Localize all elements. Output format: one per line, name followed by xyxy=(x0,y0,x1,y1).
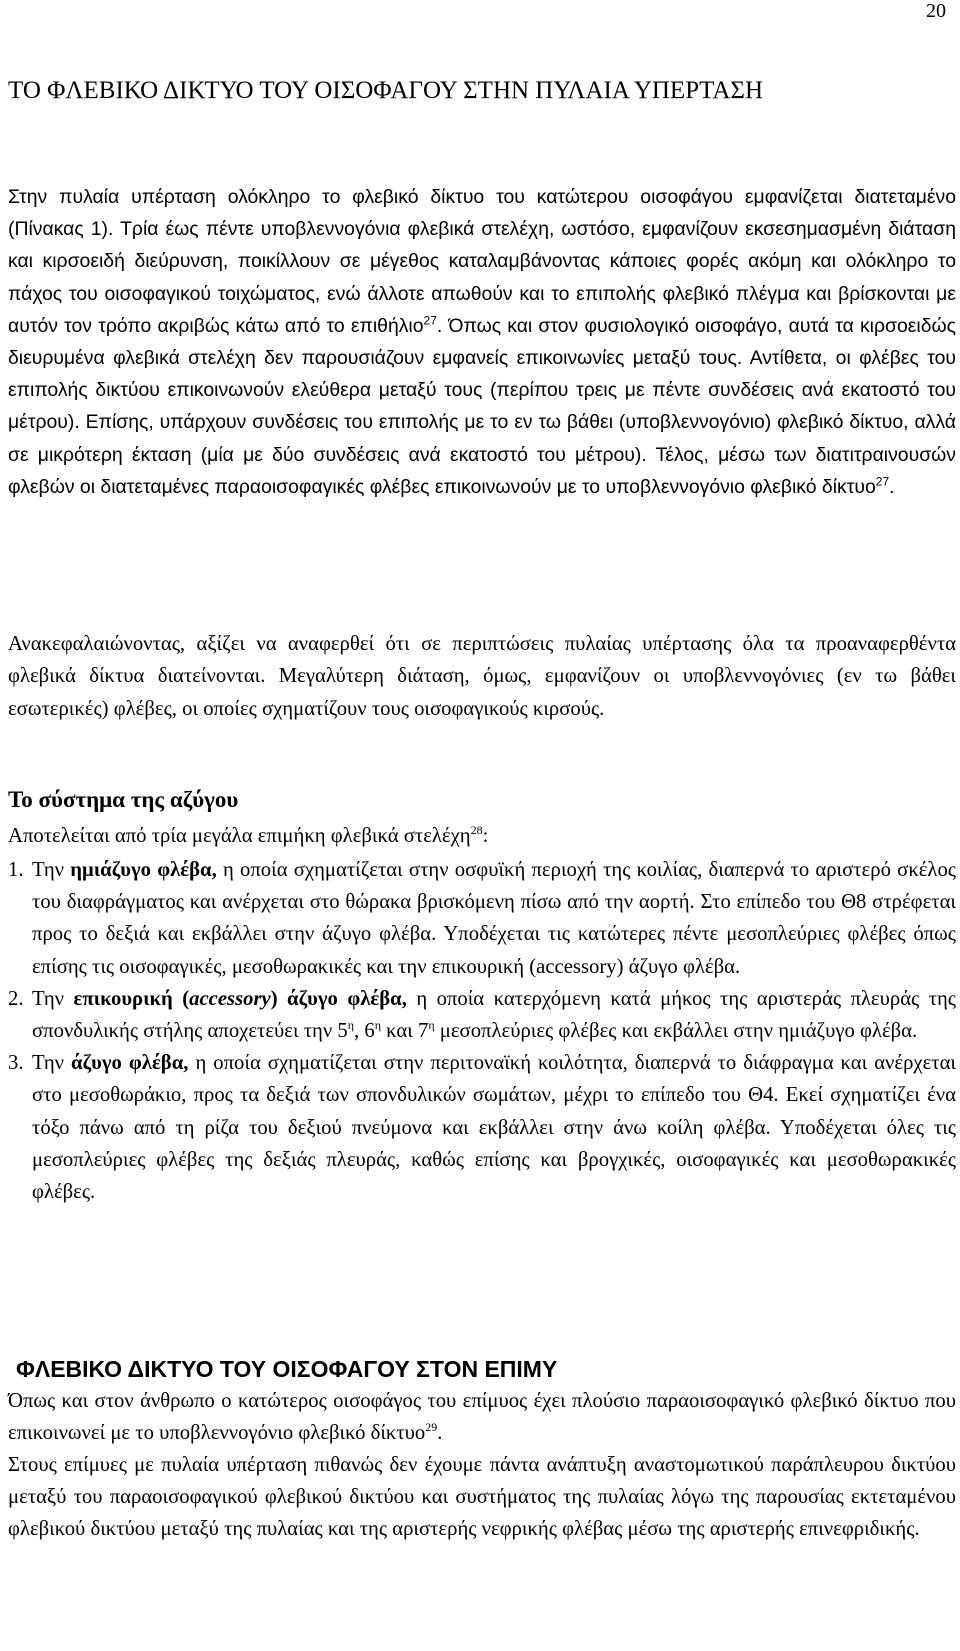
text-segment: η οποία σχηματίζεται στην οσφυϊκή περιοχή της κοιλίας, διαπερνά το αριστερό σκέλος του διαφράγματος και ανέρχεται στο θώρακα βρισκόμενη πίσω από την αορτή. Στο επίπεδο του Θ8 στρέφεται προς το δεξιά και εκβάλλει στην άζυγο φλέβα. Υποδέχεται τις κατώτερες πέντε μεσοπλεύριες φλέβες όπως επίσης τις οισοφαγικές, μεσοθωρακικές και την επικουρική (accessory) άζυγο φλέβα. xyxy=(32,859,956,978)
heading-azygos-system: Το σύστημα της αζύγου xyxy=(8,787,239,812)
text-segment: η οποία σχηματίζεται στην περιτοναϊκή κοιλότητα, διαπερνά το διάφραγμα και ανέρχεται στο μεσοθωράκιο, προς τα δεξιά των σπονδυλικών σωμάτων, μέχρι το επίπεδο του Θ4. Εκεί σχηματίζει ένα τόξο πάνω από τη ρίζα του δεξιού πνεύμονα και εκβάλλει στην άνω κοίλη φλέβα. Υποδέχεται όλες τις μεσοπλεύριες φλέβες της δεξιάς πλευράς, καθώς επίσης και βρογχικές, οισοφαγικές και μεσοθωρακικές φλέβες. xyxy=(32,1052,956,1204)
text-segment: . Όπως και στον φυσιολογικό οισοφάγο, αυτά τα κιρσοειδώς διευρυμένα φλεβικά στελέχη δεν παρουσιάζουν εμφανείς επικοινωνίες μεταξύ τους. Αντίθετα, οι φλέβες του επιπολής δικτύου επικοινωνούν ελεύθερα μεταξύ τους (περίπου τρεις με πέντε συνδέσεις ανά εκατοστό του μέτρου). Επίσης, υπάρχουν συνδέσεις του επιπολής με το εν τω βάθει (υποβλεννογόνιο) φλεβικό δίκτυο, αλλά σε μικρότερη έκταση (μία με δύο συνδέσεις ανά εκατοστό του μέτρου). Τέλος, μέσω των διατιτραινουσών φλεβών οι διατεταμένες παραοισοφαγικές φλέβες επικοινωνούν με το υποβλεννογόνιο φλεβικό δίκτυο xyxy=(8,314,957,498)
list-item xyxy=(8,983,956,1047)
azygos-intro xyxy=(8,821,956,851)
section-title-portal-hypertension: ΤΟ ΦΛΕΒΙΚΟ ΔΙΚΤΥΟ ΤΟΥ ΟΙΣΟΦΑΓΟΥ ΣΤΗΝ ΠΥΛΑΙΑ ΥΠΕΡΤΑΣΗ xyxy=(8,77,764,104)
text-segment: Την xyxy=(32,987,74,1010)
text-segment: μεσοπλεύριες φλέβες και εκβάλλει στην ημιάζυγο φλέβα. xyxy=(434,1020,918,1043)
paragraph-rat xyxy=(8,1385,956,1545)
paragraph-text: Ανακεφαλαιώνοντας, αξίζει να αναφερθεί ότι σε περιπτώσεις πυλαίας υπέρτασης όλα τα προαναφερθέντα φλεβικά δίκτυα διατείνονται. Μεγαλύτερη διάταση, όμως, εμφανίζουν οι υποβλεννογόνιες (εν τω βάθει εσωτερικές) φλέβες, οι οποίες σχηματίζουν τους οισοφαγικούς κιρσούς. xyxy=(8,633,956,720)
ordinal-superscript: η xyxy=(347,1018,354,1033)
text-segment: Στην πυλαία υπέρταση ολόκληρο το φλεβικό δίκτυο του κατώτερου οισοφάγου εμφανίζεται διατεταμένο (Πίνακας 1). Τρία έως πέντε υποβλεννογόνια φλεβικά στελέχη, ωστόσο, εμφανίζουν εκσεσημασμένη διάταση και κιρσοειδή διεύρυνση, ποικίλλουν σε μέγεθος καταλαμβάνοντας κάποιες φορές ακόμη και ολόκληρο το πάχος του οισοφαγικού τοιχώματος, ενώ άλλοτε απωθούν και το επιπολής φλεβικό πλέγμα και βρίσκονται με αυτόν τον τρόπο ακριβώς κάτω από το επιθήλιο xyxy=(8,186,956,337)
text-segment: Όπως και στον άνθρωπο ο κατώτερος οισοφάγος του επίμυος έχει πλούσιο παραοισοφαγικό φλεβικό δίκτυο που επικοινωνεί με το υποβλεννογόνιο φλεβικό δίκτυο xyxy=(8,1390,956,1444)
azygos-list xyxy=(8,854,956,1208)
paragraph-text xyxy=(8,181,956,503)
paragraph-text xyxy=(8,1385,956,1449)
list-number: 2. xyxy=(8,987,24,1010)
bold-term: ) άζυγο φλέβα, xyxy=(270,987,407,1010)
bold-term: επικουρική ( xyxy=(73,987,190,1010)
text-segment: Την xyxy=(32,1052,72,1075)
reference-superscript: 29 xyxy=(425,1420,438,1435)
list-item xyxy=(8,1047,956,1208)
reference-superscript: 28 xyxy=(470,823,483,838)
text-segment: : xyxy=(482,825,489,847)
list-number: 3. xyxy=(8,1052,24,1075)
text-segment: . xyxy=(437,1422,443,1444)
ordinal-superscript: η xyxy=(428,1018,435,1033)
page-number: 20 xyxy=(926,0,946,22)
reference-superscript: 27 xyxy=(875,474,890,489)
paragraph-summary xyxy=(8,628,956,725)
section-title-rat: ΦΛΕΒΙΚΟ ΔΙΚΤΥΟ ΤΟΥ ΟΙΣΟΦΑΓΟΥ ΣΤΟΝ ΕΠΙΜΥ xyxy=(16,1356,558,1382)
paragraph-portal-hypertension xyxy=(8,181,956,503)
bold-italic-term: accessory xyxy=(189,987,271,1010)
text-segment: , 6 xyxy=(354,1020,375,1043)
bold-term: άζυγο φλέβα, xyxy=(71,1052,189,1075)
bold-term: ημιάζυγο φλέβα, xyxy=(70,859,217,881)
text-segment: Την xyxy=(32,859,71,881)
text-segment: Αποτελείται από τρία μεγάλα επιμήκη φλεβικά στελέχη xyxy=(8,825,471,847)
text-segment: η οποία κατερχόμενη κατά μήκος της αριστεράς πλευράς της σπονδυλικής στήλης αποχετεύει την 5 xyxy=(32,987,956,1043)
reference-superscript: 27 xyxy=(423,313,437,328)
ordinal-superscript: η xyxy=(374,1018,381,1033)
text-segment: και 7 xyxy=(380,1020,429,1043)
text-segment: . xyxy=(889,475,895,498)
list-item xyxy=(8,854,956,983)
paragraph-text: Στους επίμυες με πυλαία υπέρταση πιθανώς δεν έχουμε πάντα ανάπτυξη αναστομωτικού παράπλευρου δικτύου μεταξύ του παραοισοφαγικού φλεβικού δικτύου και συστήματος της πυλαίας λόγω της παρουσίας εκτεταμένου φλεβικού δικτύου μεταξύ της πυλαίας και της αριστερής νεφρικής φλέβας μέσω της αριστερής επινεφριδικής. xyxy=(8,1454,956,1540)
list-number: 1. xyxy=(8,859,24,881)
